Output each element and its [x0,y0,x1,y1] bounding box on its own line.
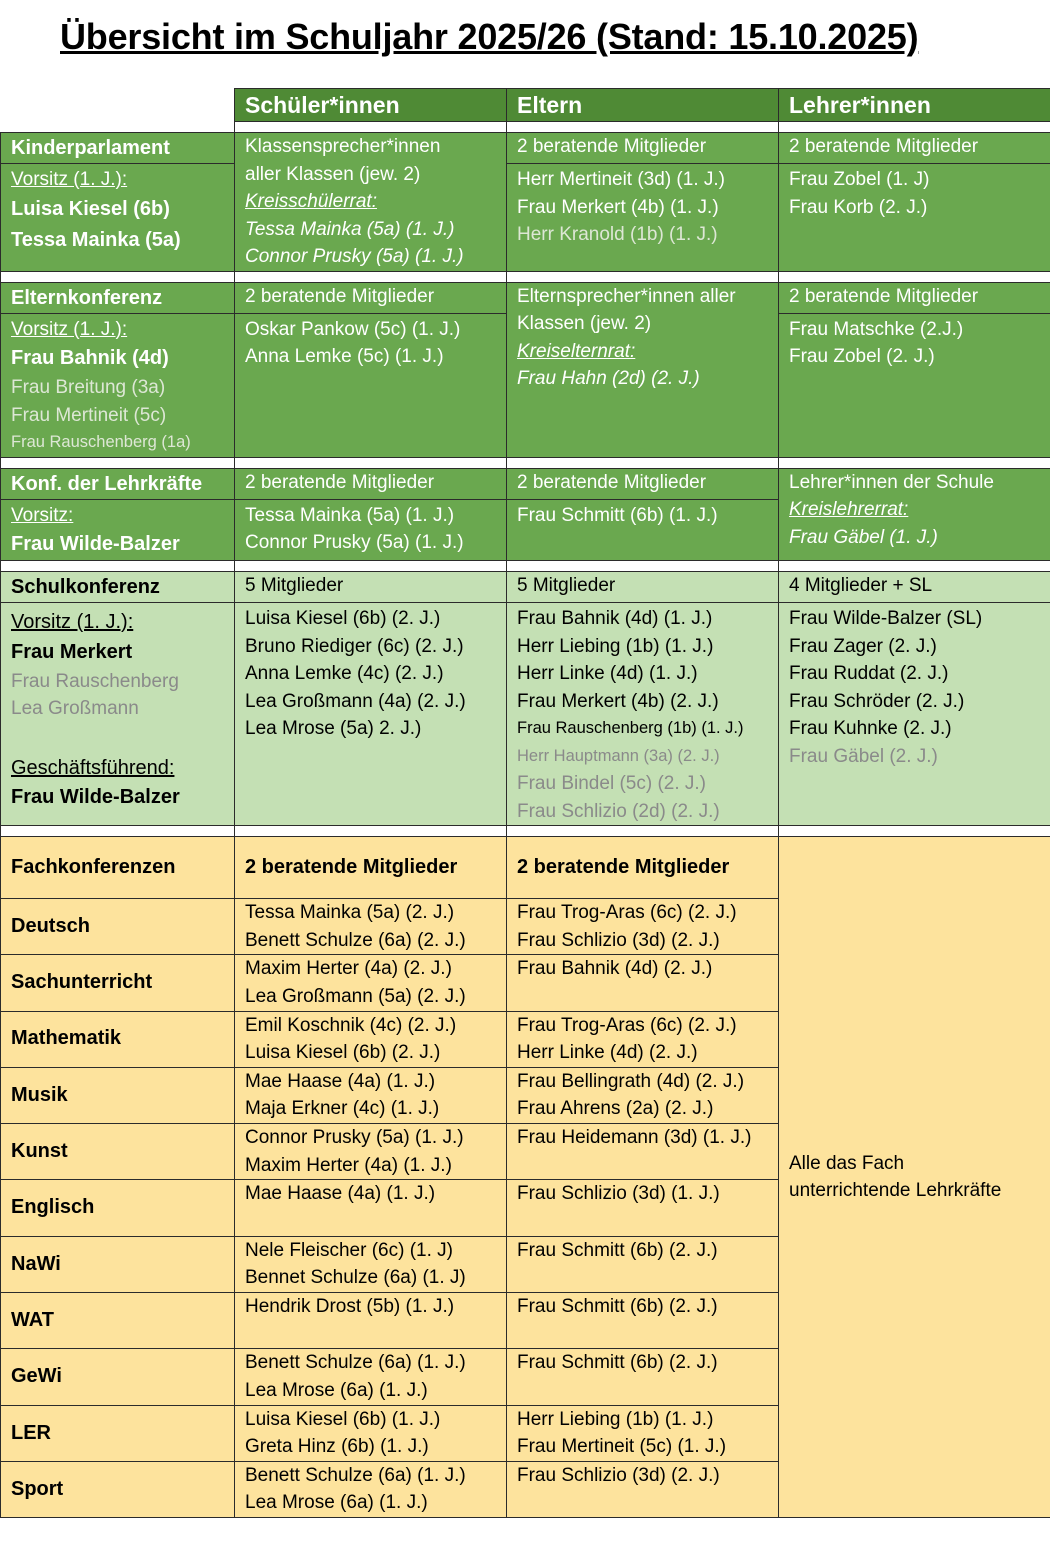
eltern-cell [507,1461,779,1517]
text-line: Frau Zager (2. J.) [789,635,937,657]
text-line: Frau Mertineit (5c) [11,404,167,426]
lehrkraefte-vorsitz-cell [1,499,235,561]
text-line [517,983,768,1011]
schueler-cell [235,1067,507,1123]
subject-label: Mathematik [1,1011,235,1067]
fachkonferenzen-row [1,837,1050,899]
text-line: Lea Großmann [11,698,139,719]
schulkonferenz-eltern-cell [507,603,779,826]
text-line: Frau Zobel (1. J) [789,169,930,190]
chair-name: Tessa Mainka (5a) [11,228,181,251]
text-line: Frau Wilde-Balzer (SL) [789,608,983,629]
lehrkraefte-schueler-head: 2 beratende Mitglieder [235,468,507,499]
chair-name: Luisa Kiesel (6b) [11,197,170,220]
text-line: Frau Schmitt (6b) (2. J.) [517,1239,718,1261]
eltern-cell [507,955,779,1011]
text-line: Luisa Kiesel (6b) (2. J.) [245,608,441,629]
schueler-cell [235,1349,507,1405]
text-line: Elternsprecher*innen aller [517,285,736,307]
text-line: Frau Zobel (2. J.) [789,346,935,367]
fachkonferenzen-lehrer-cell [779,837,1050,1518]
schueler-cell [235,1180,507,1236]
lehrkraefte-eltern-head: 2 beratende Mitglieder [507,468,779,499]
schulkonferenz-schueler-cell [235,603,507,826]
text-line: Maxim Herter (4a) (1. J.) [245,1154,452,1176]
schulkonferenz-lehrer-cell [779,603,1050,826]
chair-name: Frau Bahnik (4d) [11,347,169,369]
header-schueler: Schüler*innen [235,89,507,122]
elternkonferenz-row [1,282,1050,313]
text-line: Frau Mertineit (5c) (1. J.) [517,1436,727,1458]
kreiselternrat-label: Kreiselternrat: [517,340,636,362]
text-line: Frau Rauschenberg (1a) [11,433,191,451]
eltern-cell [507,1405,779,1461]
text-line: Lea Großmann (5a) (2. J.) [245,985,466,1007]
chair-name: Frau Merkert [11,640,133,663]
text-line: Tessa Mainka (5a) (2. J.) [245,902,455,923]
text-line: Frau Bellingrath (4d) (2. J.) [517,1070,745,1092]
text-line [517,1264,768,1292]
text-line [517,1489,768,1517]
schulkonferenz-lehrer-head: 4 Mitglieder + SL [779,572,1050,603]
kinderparlament-lehrer-cell [779,164,1050,272]
text-line: Frau Ahrens (2a) (2. J.) [517,1098,714,1120]
text-line: Frau Merkert (4b) (2. J.) [517,690,719,712]
vorsitz-label: Vorsitz (1. J.): [11,169,128,190]
lehrkraefte-eltern-cell: Frau Schmitt (6b) (1. J.) [507,499,779,561]
kreislehrerrat-label: Kreislehrerrat: [789,499,909,520]
schueler-cell [235,1011,507,1067]
fachkonferenzen-schueler-head: 2 beratende Mitglieder [235,837,507,899]
text-line: Frau Schlizio (3d) (2. J.) [517,1464,720,1486]
text-line: Anna Lemke (5c) (1. J.) [245,346,444,367]
text-line [517,1208,768,1236]
text-line: Lehrer*innen der Schule [789,471,994,493]
kinderparlament-row [1,133,1050,164]
text-line: Lea Mrose (6a) (1. J.) [245,1492,428,1514]
schulkonferenz-detail-row [1,603,1050,826]
subject-label: GeWi [1,1349,235,1405]
header-row [1,89,1050,122]
lehrkraefte-lehrer-cell [779,468,1050,561]
text-line: Mae Haase (4a) (1. J.) [245,1070,436,1092]
text-line [245,1208,496,1236]
text-line: Herr Linke (4d) (2. J.) [517,1042,698,1064]
subject-label: Musik [1,1067,235,1123]
eltern-cell [507,1180,779,1236]
subject-label: LER [1,1405,235,1461]
text-line: Herr Linke (4d) (1. J.) [517,663,698,684]
text-line: Herr Mertineit (3d) (1. J.) [517,169,725,190]
header-empty-cell [1,89,235,122]
vorsitz-label: Vorsitz (1. J.): [11,611,134,633]
elternkonferenz-eltern-cell [507,282,779,457]
lehrkraefte-label: Konf. der Lehrkräfte [1,468,235,499]
schulkonferenz-schueler-head: 5 Mitglieder [235,572,507,603]
text-line: Anna Lemke (4c) (2. J.) [245,663,444,684]
text-line: Luisa Kiesel (6b) (2. J.) [245,1042,441,1064]
elternkonferenz-label: Elternkonferenz [1,282,235,313]
text-line [245,1321,496,1349]
text-line: Frau Trog-Aras (6c) (2. J.) [517,902,737,923]
text-line: Herr Liebing (1b) (1. J.) [517,1408,714,1430]
schueler-cell [235,899,507,955]
text-line: Frau Breitung (3a) [11,377,166,398]
kreisschuelerrat-label: Kreisschülerrat: [245,191,377,212]
lehrkraefte-row [1,468,1050,499]
text-line: Tessa Mainka (5a) (1. J.) [245,218,455,240]
text-line: Connor Prusky (5a) (1. J.) [245,246,464,267]
text-line [517,1321,768,1349]
text-line: Frau Schröder (2. J.) [789,690,965,712]
text-line: Herr Liebing (1b) (1. J.) [517,635,714,657]
schueler-cell [235,1293,507,1349]
elternkonferenz-schueler-head: 2 beratende Mitglieder [235,282,507,313]
text-line: Lea Mrose (6a) (1. J.) [245,1379,428,1401]
subject-label: Deutsch [1,899,235,955]
kinderparlament-label: Kinderparlament [1,133,235,164]
schulkonferenz-eltern-head: 5 Mitglieder [507,572,779,603]
elternkonferenz-schueler-cell [235,313,507,457]
text-line: Frau Merkert (4b) (1. J.) [517,196,719,218]
text-line: Alle das Fach [789,1152,905,1174]
kinderparlament-eltern-head: 2 beratende Mitglieder [507,133,779,164]
subject-label: Kunst [1,1124,235,1180]
subject-label: NaWi [1,1236,235,1292]
text-line: Benett Schulze (6a) (2. J.) [245,929,466,951]
schulkonferenz-row [1,572,1050,603]
text-line: Frau Schmitt (6b) (2. J.) [517,1296,718,1318]
text-line: unterrichtende Lehrkräfte [789,1180,1002,1202]
schueler-cell [235,1405,507,1461]
text-line: Frau Bindel (5c) (2. J.) [517,773,706,794]
text-line: Herr Hauptmann (3a) (2. J.) [517,746,720,765]
kinderparlament-lehrer-head: 2 beratende Mitglieder [779,133,1050,164]
text-line: Frau Bahnik (4d) (1. J.) [517,608,713,629]
text-line: Mae Haase (4a) (1. J.) [245,1183,436,1205]
text-line: Herr Kranold (1b) (1. J.) [517,224,718,245]
chair-name: Frau Wilde-Balzer [11,533,180,555]
subject-label: Englisch [1,1180,235,1236]
text-line: Emil Koschnik (4c) (2. J.) [245,1014,457,1036]
text-line: Connor Prusky (5a) (1. J.) [245,1127,464,1149]
vorsitz-label: Vorsitz: [11,504,74,526]
text-line: Hendrik Drost (5b) (1. J.) [245,1296,455,1318]
eltern-cell [507,1349,779,1405]
eltern-cell [507,1124,779,1180]
text-line: Frau Schlizio (2d) (2. J.) [517,800,720,822]
text-line: Frau Rauschenberg (1b) (1. J.) [517,719,744,737]
gf-label: Geschäftsführend: [11,756,175,779]
text-line: Frau Matschke (2.J.) [789,318,964,340]
text-line: Maxim Herter (4a) (2. J.) [245,958,452,980]
text-line: Frau Kuhnke (2. J.) [789,718,952,739]
eltern-cell [507,1067,779,1123]
text-line: Nele Fleischer (6c) (1. J) [245,1239,453,1261]
text-line: Bennet Schulze (6a) (1. J) [245,1267,466,1289]
text-line: Frau Ruddat (2. J.) [789,663,949,684]
text-line: Luisa Kiesel (6b) (1. J.) [245,1408,441,1430]
header-lehrer: Lehrer*innen [779,89,1050,122]
text-line: Bruno Riediger (6c) (2. J.) [245,635,464,657]
text-line: Klassen (jew. 2) [517,313,652,334]
text-line [517,1152,768,1180]
text-line: Frau Korb (2. J.) [789,196,928,218]
kinderparlament-eltern-cell [507,164,779,272]
overview-table [0,88,1050,1518]
text-line: Greta Hinz (6b) (1. J.) [245,1436,429,1458]
text-line: Frau Heidemann (3d) (1. J.) [517,1127,752,1149]
kinderparlament-detail-row [1,164,1050,272]
vorsitz-label: Vorsitz (1. J.): [11,318,128,340]
text-line: Maja Erkner (4c) (1. J.) [245,1098,440,1120]
elternkonferenz-lehrer-head: 2 beratende Mitglieder [779,282,1050,313]
elternkonferenz-vorsitz-cell [1,313,235,457]
text-line [517,1377,768,1405]
gf-name: Frau Wilde-Balzer [11,786,180,808]
text-line: Benett Schulze (6a) (1. J.) [245,1352,466,1374]
text-line: Frau Schlizio (3d) (2. J.) [517,929,720,951]
text-line: Benett Schulze (6a) (1. J.) [245,1464,466,1486]
schueler-cell [235,1236,507,1292]
text-line: Oskar Pankow (5c) (1. J.) [245,318,461,340]
lehrkraefte-schueler-cell [235,499,507,561]
schueler-cell [235,1124,507,1180]
text-line: Lea Mrose (5a) 2. J.) [245,718,422,739]
eltern-cell [507,1011,779,1067]
text-line: Frau Rauschenberg [11,670,179,692]
text-line: Klassensprecher*innen [245,136,441,157]
schulkonferenz-vorsitz-cell [1,603,235,826]
text-line: Lea Großmann (4a) (2. J.) [245,690,466,712]
kinderparlament-schueler-cell [235,133,507,272]
fachkonferenzen-label: Fachkonferenzen [1,837,235,899]
page-title: Übersicht im Schuljahr 2025/26 (Stand: 15.10.2025) [60,16,919,57]
schueler-cell [235,1461,507,1517]
text-line: Frau Trog-Aras (6c) (2. J.) [517,1014,737,1036]
text-line: Frau Schlizio (3d) (1. J.) [517,1183,720,1205]
text-line: Tessa Mainka (5a) (1. J.) [245,504,455,526]
subject-label: WAT [1,1293,235,1349]
fachkonferenzen-eltern-head: 2 beratende Mitglieder [507,837,779,899]
kinderparlament-vorsitz-cell [1,164,235,272]
text-line: Frau Bahnik (4d) (2. J.) [517,958,713,980]
text-line: aller Klassen (jew. 2) [245,163,421,185]
text-line: Frau Gäbel (1. J.) [789,526,938,548]
text-line: Frau Gäbel (2. J.) [789,745,938,767]
subject-label: Sport [1,1461,235,1517]
schulkonferenz-label: Schulkonferenz [1,572,235,603]
text-line: Connor Prusky (5a) (1. J.) [245,532,464,553]
text-line: Frau Schmitt (6b) (2. J.) [517,1352,718,1374]
text-line: Frau Hahn (2d) (2. J.) [517,368,700,389]
header-eltern: Eltern [507,89,779,122]
eltern-cell [507,899,779,955]
schueler-cell [235,955,507,1011]
subject-label: Sachunterricht [1,955,235,1011]
elternkonferenz-lehrer-cell [779,313,1050,457]
eltern-cell [507,1236,779,1292]
eltern-cell [507,1293,779,1349]
